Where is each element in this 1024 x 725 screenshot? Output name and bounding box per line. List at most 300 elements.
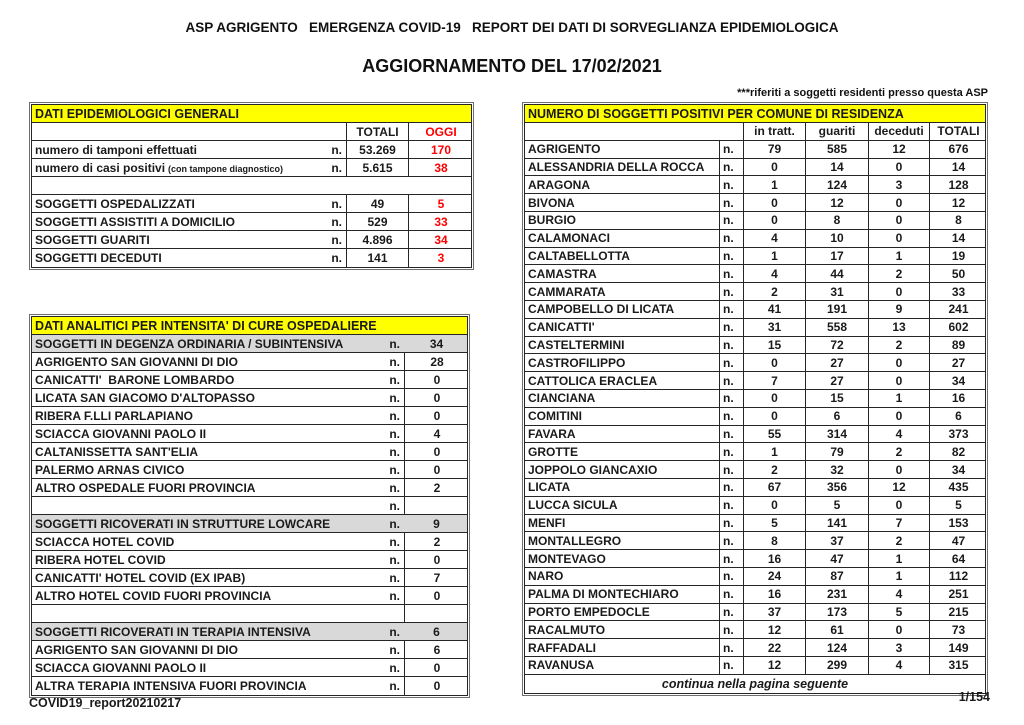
row-label: LICATA SAN GIACOMO D'ALTOPASSO — [35, 390, 255, 405]
oggi-value — [408, 177, 473, 194]
row-label: numero di casi positivi — [35, 160, 166, 175]
row-label: SOGGETTI GUARITI — [35, 232, 150, 247]
count-value: 2 — [404, 533, 469, 550]
guariti-value: 31 — [805, 283, 868, 300]
table-row — [32, 141, 471, 159]
column-header-in-tratt: in tratt. — [743, 123, 805, 140]
deceduti-value: 0 — [868, 408, 929, 425]
in-tratt-value: 12 — [743, 621, 805, 638]
guariti-value: 27 — [805, 354, 868, 371]
row-label: CANICATTI' HOTEL COVID (EX IPAB) — [35, 570, 246, 585]
row-label: ALTRA TERAPIA INTENSIVA FUORI PROVINCIA — [35, 679, 307, 693]
guariti-value: 299 — [805, 657, 868, 674]
table-row — [525, 515, 985, 533]
row-label-cell — [32, 231, 346, 248]
in-tratt-value: 67 — [743, 479, 805, 496]
report-header-title: ASP AGRIGENTO EMERGENZA COVID-19 REPORT DEI DATI DI SORVEGLIANZA EPIDEMIOLOGICA — [185, 20, 839, 35]
n-abbrev: n. — [389, 570, 400, 585]
row-label-cell — [32, 551, 404, 568]
row-label-group — [35, 197, 198, 211]
row-label-cell — [32, 461, 404, 478]
deceduti-value: 0 — [868, 621, 929, 638]
deceduti-value: 1 — [868, 568, 929, 585]
count-value: 0 — [404, 677, 469, 695]
totali-value: 34 — [929, 461, 987, 478]
n-abbrev: n. — [719, 230, 743, 247]
deceduti-value: 0 — [868, 212, 929, 229]
n-abbrev: n. — [719, 443, 743, 460]
n-abbrev: n. — [719, 265, 743, 282]
n-abbrev: n. — [389, 498, 400, 513]
table-row — [32, 677, 467, 695]
continuation-note-row — [525, 675, 985, 693]
commune-name: RAFFADALI — [528, 640, 596, 655]
table-row — [525, 337, 985, 355]
row-label: ALTRO HOTEL COVID FUORI PROVINCIA — [35, 588, 272, 603]
n-abbrev: n. — [719, 159, 743, 176]
table-row — [525, 230, 985, 248]
n-abbrev: n. — [719, 461, 743, 478]
guariti-value: 61 — [805, 621, 868, 638]
guariti-value: 585 — [805, 141, 868, 158]
totali-value: 49 — [346, 195, 408, 212]
in-tratt-value: 0 — [743, 194, 805, 211]
general-table-title: DATI EPIDEMIOLOGICI GENERALI — [32, 105, 471, 123]
guariti-value: 6 — [805, 408, 868, 425]
row-label: RIBERA HOTEL COVID — [35, 552, 166, 567]
totali-value: 315 — [929, 657, 987, 674]
table-row — [32, 213, 471, 231]
guariti-value: 356 — [805, 479, 868, 496]
row-label: SCIACCA GIOVANNI PAOLO II — [35, 660, 207, 675]
commune-name: CAMPOBELLO DI LICATA — [528, 302, 675, 317]
commune-name: FAVARA — [528, 426, 576, 441]
commune-name: ARAGONA — [528, 177, 590, 192]
deceduti-value: 13 — [868, 319, 929, 336]
deceduti-value: 2 — [868, 337, 929, 354]
guariti-value: 27 — [805, 372, 868, 389]
general-table-body — [31, 104, 472, 268]
row-label-group — [35, 215, 238, 229]
row-label: SOGGETTI DECEDUTI — [35, 251, 162, 265]
guariti-value: 37 — [805, 532, 868, 549]
n-abbrev: n. — [389, 462, 400, 477]
table-row — [525, 443, 985, 461]
guariti-value: 231 — [805, 586, 868, 603]
n-abbrev: n. — [719, 408, 743, 425]
commune-name: CAMMARATA — [528, 284, 606, 299]
n-abbrev: n. — [389, 408, 400, 423]
deceduti-value: 12 — [868, 479, 929, 496]
row-label-cell — [32, 497, 404, 514]
row-label-cell — [32, 407, 404, 424]
in-tratt-value: 12 — [743, 657, 805, 674]
totali-value: 6 — [929, 408, 987, 425]
row-label-cell — [32, 641, 404, 658]
table-row — [32, 425, 467, 443]
row-label: ALTRO OSPEDALE FUORI PROVINCIA — [35, 480, 256, 495]
n-abbrev: n. — [389, 426, 400, 441]
n-abbrev: n. — [389, 480, 400, 495]
deceduti-value: 0 — [868, 194, 929, 211]
totali-value: 215 — [929, 604, 987, 621]
table-row — [525, 301, 985, 319]
table-row — [32, 443, 467, 461]
row-label-group — [35, 233, 153, 247]
in-tratt-value: 0 — [743, 408, 805, 425]
totali-value: 33 — [929, 283, 987, 300]
commune-name: MONTEVAGO — [528, 551, 606, 566]
in-tratt-value: 1 — [743, 443, 805, 460]
in-tratt-value: 41 — [743, 301, 805, 318]
n-abbrev: n. — [719, 354, 743, 371]
deceduti-value: 0 — [868, 230, 929, 247]
column-header-totali: TOTALI — [346, 123, 408, 140]
table-row — [525, 265, 985, 283]
table-row — [32, 159, 471, 177]
in-tratt-value: 2 — [743, 283, 805, 300]
n-abbrev: n. — [331, 160, 342, 175]
in-tratt-value: 24 — [743, 568, 805, 585]
totali-value: 149 — [929, 639, 987, 656]
totali-value: 373 — [929, 426, 987, 443]
guariti-value: 72 — [805, 337, 868, 354]
table-row — [32, 353, 467, 371]
n-abbrev: n. — [719, 176, 743, 193]
n-abbrev: n. — [719, 604, 743, 621]
row-label-cell — [32, 533, 404, 550]
totali-value: 5 — [929, 497, 987, 514]
guariti-value: 32 — [805, 461, 868, 478]
commune-name: RACALMUTO — [528, 622, 606, 637]
count-value: 0 — [404, 407, 469, 424]
table-row — [32, 177, 471, 195]
table-row — [525, 568, 985, 586]
general-epidemiological-table — [29, 102, 474, 270]
commune-name: CAMASTRA — [528, 266, 597, 281]
in-tratt-value: 15 — [743, 337, 805, 354]
n-abbrev: n. — [389, 336, 400, 351]
deceduti-value: 2 — [868, 265, 929, 282]
table-row — [32, 389, 467, 407]
totali-value — [346, 177, 408, 194]
n-abbrev: n. — [719, 319, 743, 336]
commune-name: LICATA — [528, 480, 571, 495]
deceduti-value: 5 — [868, 604, 929, 621]
in-tratt-value: 37 — [743, 604, 805, 621]
column-header-oggi: OGGI — [408, 123, 473, 140]
totali-value: 47 — [929, 532, 987, 549]
row-label: SOGGETTI IN DEGENZA ORDINARIA / SUBINTENSIVA — [35, 336, 344, 351]
n-abbrev: n. — [719, 497, 743, 514]
guariti-value: 191 — [805, 301, 868, 318]
row-label-cell — [32, 159, 346, 176]
row-label: SOGGETTI ASSISTITI A DOMICILIO — [35, 214, 236, 229]
in-tratt-value: 5 — [743, 515, 805, 532]
communes-table-header-row — [525, 123, 985, 141]
hospital-care-table — [29, 314, 470, 698]
guariti-value: 558 — [805, 319, 868, 336]
totali-value: 14 — [929, 159, 987, 176]
table-row — [525, 426, 985, 444]
guariti-value: 124 — [805, 176, 868, 193]
in-tratt-value: 31 — [743, 319, 805, 336]
oggi-value: 170 — [408, 141, 473, 158]
totali-value: 73 — [929, 621, 987, 638]
deceduti-value: 7 — [868, 515, 929, 532]
n-abbrev: n. — [719, 390, 743, 407]
oggi-value: 34 — [408, 231, 473, 248]
table-row — [32, 623, 467, 641]
totali-value: 435 — [929, 479, 987, 496]
count-value: 4 — [404, 425, 469, 442]
deceduti-value: 2 — [868, 532, 929, 549]
row-label-cell — [32, 335, 404, 352]
table-row — [32, 533, 467, 551]
guariti-value: 141 — [805, 515, 868, 532]
guariti-value: 314 — [805, 426, 868, 443]
row-label-cell — [32, 213, 346, 230]
deceduti-value: 0 — [868, 461, 929, 478]
in-tratt-value: 79 — [743, 141, 805, 158]
n-abbrev: n. — [719, 639, 743, 656]
row-label-cell — [32, 515, 404, 532]
commune-name: CATTOLICA ERACLEA — [528, 373, 658, 388]
guariti-value: 5 — [805, 497, 868, 514]
count-value: 9 — [433, 516, 440, 531]
n-abbrev: n. — [389, 354, 400, 369]
asp-residents-note: ***riferiti a soggetti residenti presso questa ASP — [737, 87, 988, 99]
oggi-value: 5 — [408, 195, 473, 212]
totali-value: 16 — [929, 390, 987, 407]
commune-name: PALMA DI MONTECHIARO — [528, 587, 679, 602]
table-row — [32, 249, 471, 267]
table-row — [32, 231, 471, 249]
row-label-cell — [32, 195, 346, 212]
n-abbrev: n. — [719, 515, 743, 532]
in-tratt-value: 1 — [743, 176, 805, 193]
in-tratt-value: 0 — [743, 354, 805, 371]
hospital-care-table-body — [31, 316, 468, 696]
table-row — [525, 408, 985, 426]
commune-name: MONTALLEGRO — [528, 533, 622, 548]
column-header-guariti: guariti — [805, 123, 868, 140]
row-label-cell — [32, 479, 404, 496]
deceduti-value: 9 — [868, 301, 929, 318]
table-row — [525, 283, 985, 301]
guariti-value: 173 — [805, 604, 868, 621]
n-abbrev: n. — [389, 642, 400, 657]
totali-value: 112 — [929, 568, 987, 585]
guariti-value: 47 — [805, 550, 868, 567]
totali-value: 141 — [346, 249, 408, 267]
guariti-value: 17 — [805, 248, 868, 265]
row-label: numero di tamponi effettuati — [35, 142, 197, 157]
table-row — [32, 371, 467, 389]
count-value: 0 — [404, 389, 469, 406]
deceduti-value: 4 — [868, 586, 929, 603]
table-row — [32, 587, 467, 605]
row-label-note: (con tampone diagnostico) — [168, 163, 284, 174]
update-date-title: AGGIORNAMENTO DEL 17/02/2021 — [362, 56, 662, 76]
totali-value: 4.896 — [346, 231, 408, 248]
table-row — [525, 621, 985, 639]
n-abbrev: n. — [389, 390, 400, 405]
n-abbrev: n. — [719, 283, 743, 300]
commune-name: LUCCA SICULA — [528, 498, 618, 513]
n-abbrev: n. — [331, 142, 342, 157]
totali-value: 64 — [929, 550, 987, 567]
n-abbrev: n. — [719, 532, 743, 549]
n-abbrev: n. — [719, 568, 743, 585]
commune-name: CASTELTERMINI — [528, 337, 625, 352]
n-abbrev: n. — [389, 444, 400, 459]
table-row — [525, 319, 985, 337]
row-label: AGRIGENTO SAN GIOVANNI DI DIO — [35, 642, 238, 657]
report-filename: COVID19_report20210217 — [29, 696, 182, 710]
totali-value: 5.615 — [346, 159, 408, 176]
row-label: SCIACCA HOTEL COVID — [35, 534, 175, 549]
totali-value: 8 — [929, 212, 987, 229]
row-label-cell — [32, 177, 346, 194]
row-label-cell — [32, 443, 404, 460]
count-value: 7 — [404, 569, 469, 586]
row-label: SOGGETTI RICOVERATI IN STRUTTURE LOWCARE — [35, 516, 331, 531]
count-value: 28 — [404, 353, 469, 370]
n-abbrev: n. — [389, 679, 400, 693]
table-row — [525, 639, 985, 657]
guariti-value: 14 — [805, 159, 868, 176]
n-abbrev: n. — [719, 301, 743, 318]
totali-value: 50 — [929, 265, 987, 282]
general-table-header-row — [32, 123, 471, 141]
in-tratt-value: 2 — [743, 461, 805, 478]
row-label-cell — [32, 353, 404, 370]
table-row — [525, 194, 985, 212]
row-label-cell — [32, 623, 404, 640]
n-abbrev: n. — [389, 588, 400, 603]
totali-value: 128 — [929, 176, 987, 193]
totali-value: 19 — [929, 248, 987, 265]
count-value: 0 — [404, 461, 469, 478]
totali-value: 602 — [929, 319, 987, 336]
table-row — [32, 479, 467, 497]
table-row — [32, 195, 471, 213]
column-header-totali: TOTALI — [929, 123, 987, 140]
commune-name: ALESSANDRIA DELLA ROCCA — [528, 159, 705, 174]
count-value: 0 — [404, 587, 469, 604]
totali-value: 12 — [929, 194, 987, 211]
n-abbrev: n. — [719, 426, 743, 443]
row-label-cell — [32, 141, 346, 158]
n-abbrev: n. — [331, 232, 342, 247]
in-tratt-value: 0 — [743, 497, 805, 514]
deceduti-value: 4 — [868, 657, 929, 674]
row-label: SOGGETTI OSPEDALIZZATI — [35, 196, 195, 211]
guariti-value: 12 — [805, 194, 868, 211]
totali-value: 53.269 — [346, 141, 408, 158]
n-abbrev: n. — [719, 194, 743, 211]
in-tratt-value: 0 — [743, 390, 805, 407]
count-value: 0 — [404, 659, 469, 676]
n-abbrev: n. — [719, 621, 743, 638]
row-label-cell — [32, 587, 404, 604]
table-row — [525, 657, 985, 675]
row-label: SCIACCA GIOVANNI PAOLO II — [35, 426, 207, 441]
table-row — [525, 390, 985, 408]
table-row — [32, 461, 467, 479]
commune-name: BIVONA — [528, 195, 575, 210]
hospital-care-table-title: DATI ANALITICI PER INTENSITA' DI CURE OSPEDALIERE — [32, 317, 467, 335]
row-label: RIBERA F.LLI PARLAPIANO — [35, 408, 193, 423]
commune-name: CALTABELLOTTA — [528, 248, 630, 263]
empty-header-cell — [32, 123, 346, 140]
n-abbrev: n. — [331, 251, 342, 265]
deceduti-value: 0 — [868, 354, 929, 371]
oggi-value: 33 — [408, 213, 473, 230]
n-abbrev: n. — [719, 586, 743, 603]
table-row — [525, 159, 985, 177]
totali-value: 82 — [929, 443, 987, 460]
deceduti-value: 4 — [868, 426, 929, 443]
table-row — [525, 604, 985, 622]
count-value: 0 — [404, 551, 469, 568]
row-label: CALTANISSETTA SANT'ELIA — [35, 444, 199, 459]
n-abbrev: n. — [389, 660, 400, 675]
deceduti-value: 1 — [868, 248, 929, 265]
communes-table-body — [524, 104, 986, 694]
row-label-cell — [32, 605, 404, 622]
deceduti-value: 0 — [868, 497, 929, 514]
commune-name: CASTROFILIPPO — [528, 355, 626, 370]
commune-name: NARO — [528, 569, 564, 584]
table-row — [32, 407, 467, 425]
n-abbrev: n. — [389, 624, 400, 639]
table-row — [525, 550, 985, 568]
table-row — [32, 335, 467, 353]
row-label-group — [35, 161, 283, 175]
guariti-value: 124 — [805, 639, 868, 656]
commune-name: GROTTE — [528, 444, 578, 459]
in-tratt-value: 8 — [743, 532, 805, 549]
totali-value: 89 — [929, 337, 987, 354]
deceduti-value: 1 — [868, 390, 929, 407]
row-label-cell — [32, 389, 404, 406]
table-row — [525, 141, 985, 159]
communes-table-title: NUMERO DI SOGGETTI POSITIVI PER COMUNE DI RESIDENZA — [525, 105, 985, 123]
totali-value: 676 — [929, 141, 987, 158]
table-row — [525, 354, 985, 372]
table-row — [525, 497, 985, 515]
deceduti-value: 1 — [868, 550, 929, 567]
totali-value: 153 — [929, 515, 987, 532]
n-abbrev: n. — [389, 552, 400, 567]
in-tratt-value: 16 — [743, 550, 805, 567]
table-row — [32, 515, 467, 533]
n-abbrev: n. — [331, 196, 342, 211]
commune-name: AGRIGENTO — [528, 142, 601, 157]
count-value: 0 — [404, 371, 469, 388]
commune-name: JOPPOLO GIANCAXIO — [528, 462, 658, 477]
guariti-value: 87 — [805, 568, 868, 585]
in-tratt-value: 7 — [743, 372, 805, 389]
n-abbrev: n. — [719, 479, 743, 496]
guariti-value: 10 — [805, 230, 868, 247]
n-abbrev: n. — [389, 372, 400, 387]
totali-value: 241 — [929, 301, 987, 318]
deceduti-value: 0 — [868, 283, 929, 300]
totali-value: 34 — [929, 372, 987, 389]
